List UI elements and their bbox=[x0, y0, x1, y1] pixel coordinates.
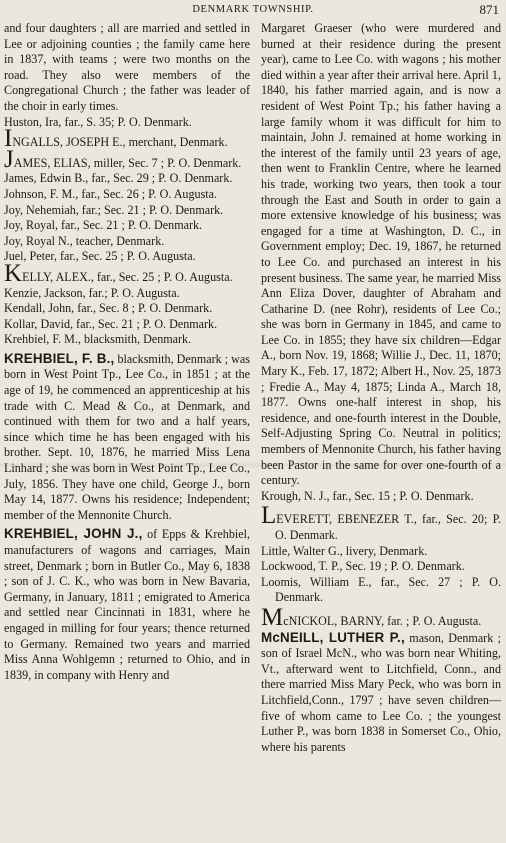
biography-name: KREHBIEL, F. B., bbox=[4, 350, 115, 366]
entry-text: EVERETT, EBENEZER T., far., Sec. 20; P. O. Denmark. bbox=[275, 512, 501, 542]
entry-text: cNICKOL, BARNY, far. ; P. O. Augusta. bbox=[283, 613, 482, 628]
page-number: 871 bbox=[479, 2, 499, 17]
right-column bbox=[261, 21, 501, 755]
directory-entry: Krough, N. J., far., Sec. 15 ; P. O. Denmark. bbox=[261, 488, 474, 503]
drop-initial: K bbox=[4, 259, 23, 287]
drop-initial: M bbox=[261, 603, 284, 631]
biography-name: KREHBIEL, JOHN J., bbox=[4, 526, 143, 542]
directory-entry: Johnson, F. M., far., Sec. 26 ; P. O. Augusta. bbox=[4, 186, 218, 201]
biography-entry bbox=[261, 630, 501, 756]
directory-entry: Huston, Ira, far., S. 35; P. O. Denmark. bbox=[4, 114, 192, 129]
directory-entry: Kendall, John, far., Sec. 8 ; P. O. Denmark. bbox=[4, 301, 213, 316]
entry-text: ELLY, ALEX., far., Sec. 25 ; P. O. Augusta. bbox=[22, 269, 233, 284]
biography-name: McNEILL, LUTHER P., bbox=[261, 629, 405, 645]
directory-entry: Little, Walter G., livery, Denmark. bbox=[261, 543, 428, 558]
page-header bbox=[0, 1, 506, 21]
drop-initial: L bbox=[261, 502, 277, 530]
directory-entry-initial bbox=[4, 125, 250, 153]
directory-entry-initial bbox=[261, 603, 501, 631]
directory-entry: Joy, Royal N., teacher, Denmark. bbox=[4, 233, 165, 248]
drop-initial: I bbox=[4, 125, 13, 153]
directory-entry-initial bbox=[4, 145, 250, 173]
entry-paragraph: and four daughters ; all are married and settled in Lee or adjoining counties ; the family came here in 1837, with teams ; were two months on the road. They also were members of the Congregational Church ; the father was leader of the choir in early times. bbox=[4, 21, 250, 113]
biography-entry bbox=[4, 351, 250, 524]
directory-entry-initial bbox=[4, 259, 250, 287]
biography-entry bbox=[4, 526, 250, 683]
biography-text: of Epps & Krehbiel, manufacturers of wagons and carriages, Main street, Denmark ; born in Butler Co., May 6, 1838 ; son of J. C. K., who was born in New Bavaria, Germany, in January, 1811 ; emigrated to America and settled near Cincinnati in 1831, where he engaged in milling for four years; thence returned to Germany. Remained two years and married Miss Anna Wohlgemn ; returned to Ohio, and in 1839, in company with Henry and bbox=[4, 527, 250, 682]
entry-text: AMES, ELIAS, miller, Sec. 7 ; P. O. Denmark. bbox=[13, 155, 242, 170]
drop-initial: J bbox=[4, 145, 14, 173]
biography-text: blacksmith, Denmark ; was born in West Point Tp., Lee Co., in 1851 ; at the age of 19, he commenced an apprenticeship at his trade with C. Mead & Co., at Denmark, and continued with them for two and a half years, since which time he has been engaged with his brother. Sept. 10, 1876, he married Miss Lena Linhard ; she was born in West Point Tp., Lee Co., July, 1856. They have one child, George J., born May 14, 1877. Owns his residence; Independent; member of the Mennonite Church. bbox=[4, 351, 250, 522]
entry-paragraph: Margaret Graeser (who were murdered and burned at their residence during the present year), came to Lee Co. with wagons ; his mother died within a year after their arrival here. April 1, 1840, his father married again, and is now a resident of West Point Tp.; his father having a large family whom it was difficult for him to maintain, John J. remained at home working in the interest of the family until 23 years of age, then went to Franklin Centre, where he learned his trade, working two years, then took a tour through the East and South in order to gain a more extensive knowledge of his business; was engaged for a time at Washington, D. C., in Government employ; Dec. 19, 1867, he returned to Lee Co. and purchased an interest in his present business. The same year, he married Miss Ann Eliza Dover, daughter of Abraham and Catharine D. (nee Rohr), residents of Lee Co.; she was born in Germany in 1845, and came to Lee Co. in 1855; they have six children—Edgar A., born Nov. 19, 1868; Willie J., Dec. 11, 1870; Mary K., Feb. 17, 1872; Albert H., Nov. 25, 1873 ; Fredie A., May 4, 1875; Linda A., March 18, 1877. Owns one-half interest in shop, his residence, and one-fourth interest in the Double, Self-Adjusting Spring Co. Neutral in politics; members of Mennonite Church, his father having been Pastor in the same for over one-fourth of a century. bbox=[261, 21, 501, 488]
left-column bbox=[4, 21, 250, 683]
directory-entry: Kollar, David, far., Sec. 21 ; P. O. Denmark. bbox=[4, 316, 218, 331]
directory-entry: Loomis, William E., far., Sec. 27 ; P. O. Denmark. bbox=[261, 574, 501, 605]
running-head: DENMARK TOWNSHIP. bbox=[192, 4, 314, 15]
directory-entry: Joy, Nehemiah, far.; Sec. 21 ; P. O. Denmark. bbox=[4, 202, 224, 217]
directory-entry: Kenzie, Jackson, far.; P. O. Augusta. bbox=[4, 285, 180, 300]
entry-text: NGALLS, JOSEPH E., merchant, Denmark. bbox=[12, 135, 228, 150]
directory-entry: Lockwood, T. P., Sec. 19 ; P. O. Denmark. bbox=[261, 559, 465, 574]
biography-text: mason, Denmark ; son of Israel McN., who was born near Whiting, Vt., afterward went to Litchfield, Conn., and there married Miss Mary Peck, who was born in Litchfield,Conn., 1797 ; have seven children—five of whom came to Lee Co. ; the youngest Luther P., was born 1838 in Somerset Co., Ohio, where his parents bbox=[261, 630, 501, 754]
directory-entry: Juel, Peter, far., Sec. 25 ; P. O. Augusta. bbox=[4, 249, 196, 264]
directory-entry: James, Edwin B., far., Sec. 29 ; P. O. Denmark. bbox=[4, 171, 233, 186]
directory-entry: Joy, Royal, far., Sec. 21 ; P. O. Denmark. bbox=[4, 218, 203, 233]
directory-entry-initial bbox=[261, 502, 501, 543]
directory-entry: Krehbiel, F. M., blacksmith, Denmark. bbox=[4, 332, 192, 347]
